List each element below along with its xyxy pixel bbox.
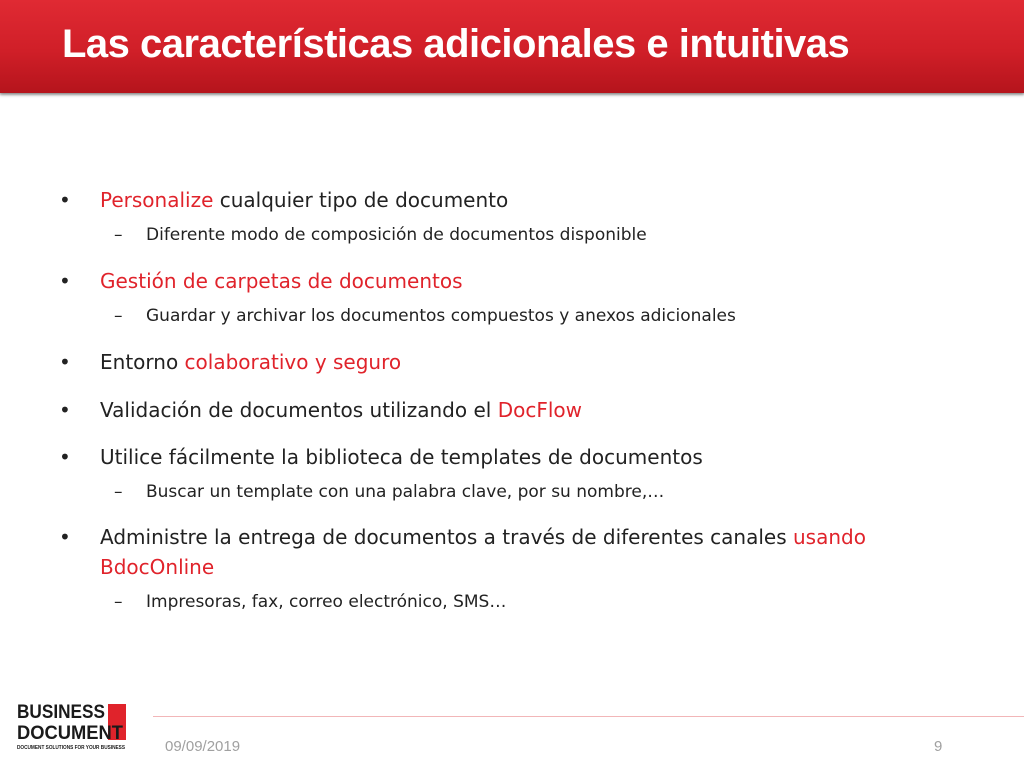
bullet-text [100,185,940,215]
highlight-text: DocFlow [497,398,582,422]
bullet-dot: • [59,269,71,293]
bullet-text [100,395,940,425]
bullet-dot: • [59,350,71,374]
footer-date: 09/09/2019 [165,738,241,755]
bullet-dot: • [59,445,71,469]
sub-bullet-dash: – [114,306,123,326]
bullet-dot: • [59,398,71,422]
bullet-text [100,522,940,582]
bullet-text [100,266,940,296]
highlight-text: colaborativo y seguro [184,350,402,374]
plain-text: Utilice fácilmente la biblioteca de templates de documentos [100,445,703,469]
sub-bullet-dash: – [114,482,123,502]
sub-bullet-dash: – [114,592,123,612]
highlight-text: usando BdocOnline [100,525,866,579]
footer-divider [153,716,1024,717]
bullet-text [100,347,940,377]
svg-text:BUSINESS: BUSINESS [17,702,105,723]
page-number: 9 [934,738,943,755]
sub-bullet-text: Buscar un template con una palabra clave, por su nombre,… [146,482,665,502]
svg-text:DOCUMENT SOLUTIONS FOR YOUR BU: DOCUMENT SOLUTIONS FOR YOUR BUSINESS [17,745,126,751]
title-bar [0,0,1024,93]
sub-bullet-text: Guardar y archivar los documentos compuestos y anexos adicionales [146,306,736,326]
plain-text: cualquier tipo de documento [213,188,509,212]
plain-text: Administre la entrega de documentos a través de diferentes canales [100,525,793,549]
highlight-text: Gestión de carpetas de documentos [100,269,463,293]
plain-text: Entorno [100,350,185,374]
sub-bullet-dash: – [114,225,123,245]
bullet-dot: • [59,188,71,212]
bullet-dot: • [59,525,71,549]
plain-text: Validación de documentos utilizando el [100,398,498,422]
bullet-text [100,442,940,472]
slide-title: Las características adicionales e intuitivas [62,22,850,66]
sub-bullet-text: Impresoras, fax, correo electrónico, SMS… [146,592,507,612]
business-document-logo [16,700,128,752]
highlight-text: Personalize [100,188,214,212]
sub-bullet-text: Diferente modo de composición de documentos disponible [146,225,647,245]
svg-text:DOCUMENT: DOCUMENT [17,723,124,744]
